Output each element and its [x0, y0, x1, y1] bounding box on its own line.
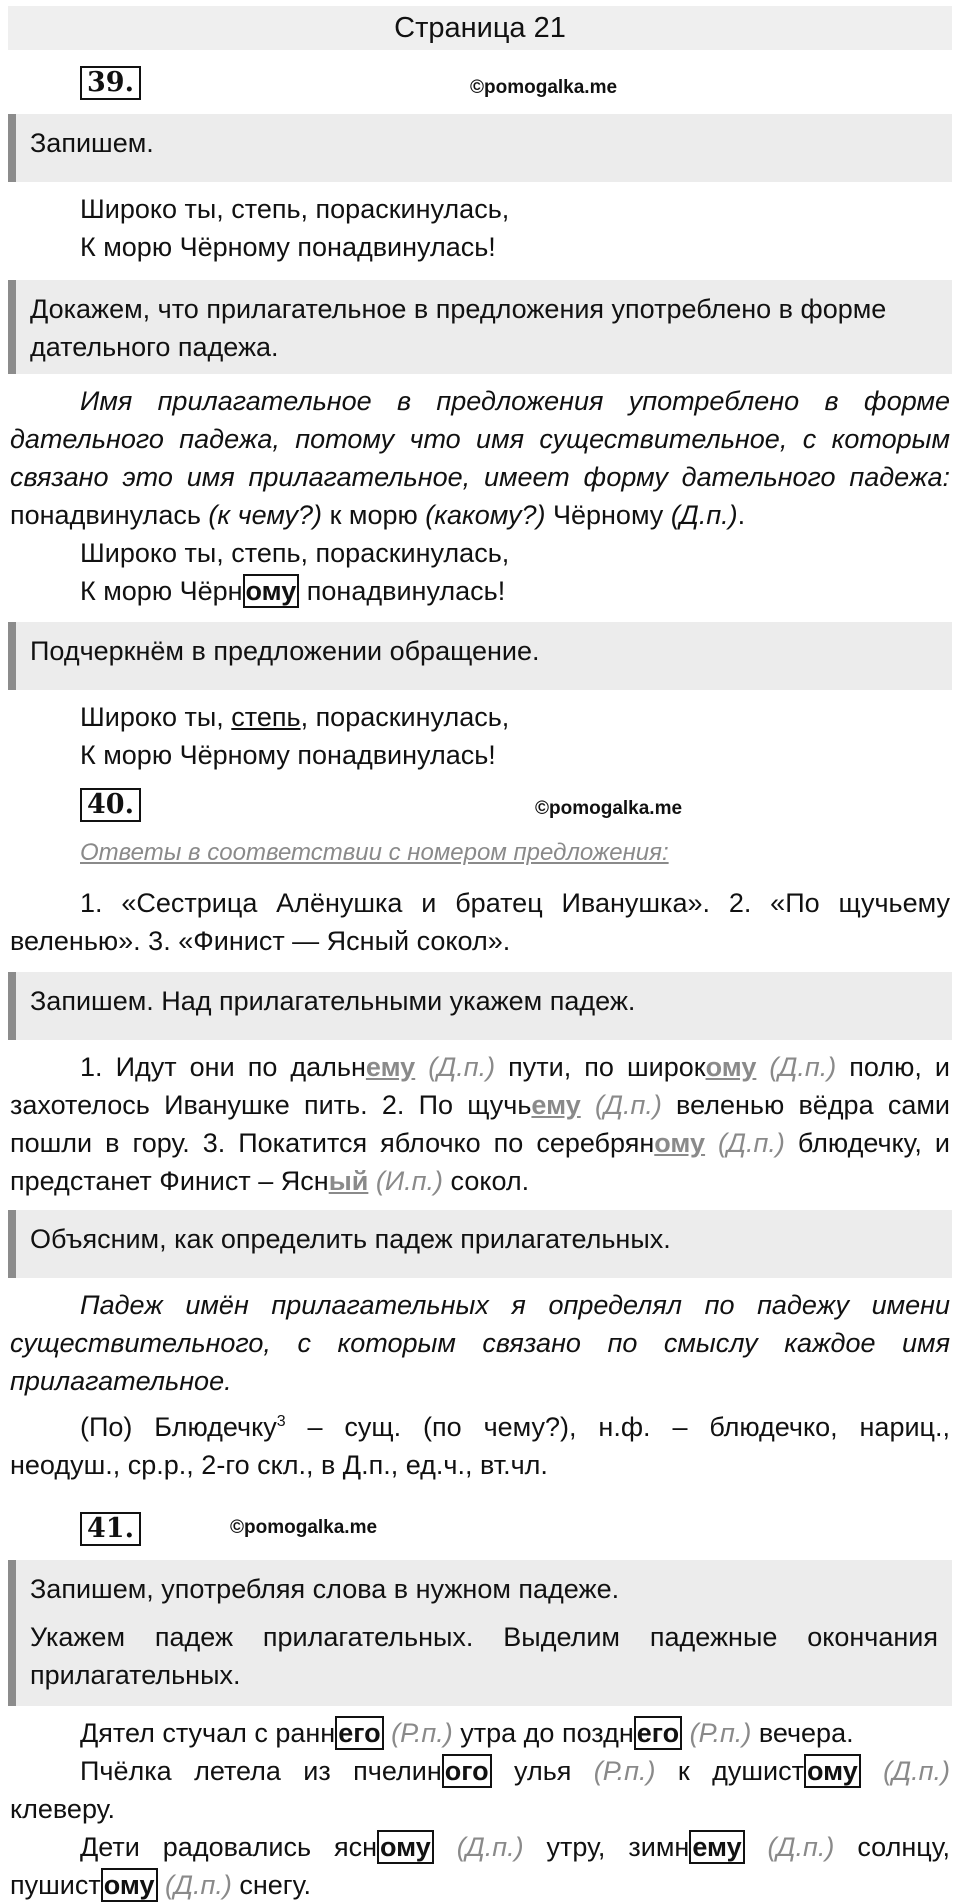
word: пути, по широк: [495, 1052, 706, 1082]
word: понадвинулась!: [299, 576, 506, 606]
case-label: (Д.п.): [756, 1052, 837, 1082]
ending-box: ому: [101, 1868, 158, 1902]
word: предстанет Финист – Ясн: [10, 1166, 329, 1196]
explain-line: существительного, с которым связано по смыслу каждое имя: [10, 1328, 950, 1358]
answer-note: Ответы в соответствии с номером предложения:: [80, 839, 669, 866]
watermark: ©pomogalka.me: [470, 77, 618, 98]
poem-line: К морю Чёрному понадвинулась!: [80, 740, 496, 770]
word: 1. Идут они по дальн: [80, 1052, 366, 1082]
task-text: Подчеркнём в предложении обращение.: [30, 636, 540, 666]
case-label: (Д.п.): [744, 1832, 835, 1862]
watermark: ©pomogalka.me: [230, 1517, 378, 1538]
case-label: (Д.п.): [705, 1128, 785, 1158]
poem-line: Широко ты, степь, пораскинулась,: [80, 538, 510, 568]
sentence-line: [10, 1124, 950, 1162]
task-text: Запишем, употребляя слова в нужном падеже.: [30, 1574, 620, 1604]
ending-underlined: ый: [328, 1166, 369, 1196]
ending-box: ому: [804, 1754, 861, 1788]
case-label: (Р.п.): [593, 1756, 656, 1786]
ending-underlined: ему: [365, 1052, 416, 1082]
word: (По) Блюдечку: [80, 1412, 277, 1442]
task-box: [8, 280, 952, 374]
ending-box: ему: [689, 1830, 744, 1864]
word: пушист: [10, 1870, 101, 1900]
word: Дятел стучал с ранн: [80, 1718, 336, 1748]
watermark: ©pomogalka.me: [535, 798, 683, 819]
address-underlined: степь: [231, 702, 301, 732]
word: к морю: [329, 500, 418, 530]
case-label: (Р.п.): [682, 1718, 752, 1748]
poem-block: [10, 190, 950, 266]
sentence-line: [10, 1866, 950, 1904]
task-text: Укажем падеж прилагательных. Выделим падежные окончания: [30, 1622, 938, 1652]
answer-block: [10, 884, 950, 960]
word: вечера.: [751, 1718, 854, 1748]
task-box: [8, 1560, 952, 1706]
sentence-line: [10, 1714, 950, 1752]
ending-box: ому: [377, 1830, 434, 1864]
poem-block: [10, 698, 950, 774]
sentences-block: [10, 1714, 950, 1904]
ending-underlined: ему: [531, 1090, 581, 1120]
task-box: [8, 114, 952, 182]
task-box: [8, 972, 952, 1040]
case-label: (Д.п.): [860, 1756, 950, 1786]
word: утра до поздн: [452, 1718, 634, 1748]
proof-line: дательного падежа, потому что имя существительное, с которым: [10, 424, 950, 454]
ending-underlined: ому: [654, 1128, 706, 1158]
ending-box: ого: [442, 1754, 492, 1788]
word: Пчёлка летела из пчелин: [80, 1756, 442, 1786]
word: Дети радовались ясн: [80, 1832, 378, 1862]
sentences-block: [10, 1048, 950, 1200]
word: снегу.: [231, 1870, 311, 1900]
case-label: (Р.п.): [383, 1718, 453, 1748]
explain-line: прилагательное.: [10, 1366, 232, 1396]
ending-underlined: ому: [705, 1052, 757, 1082]
proof-line: связано это имя прилагательное, имеет форму дательного падежа:: [10, 462, 950, 492]
proof-block: [10, 382, 950, 610]
word: понадвинулась: [10, 500, 201, 530]
exercise-number-40: 40.: [80, 788, 141, 822]
task-text: Запишем. Над прилагательными укажем падеж.: [30, 986, 636, 1016]
answer-line: веленью». 3. «Финист — Ясный сокол».: [10, 926, 511, 956]
word: К морю Чёрн: [80, 576, 243, 606]
word: – сущ. (по чему?), н.ф. – блюдечко, нариц.,: [285, 1412, 951, 1442]
ending-box: его: [634, 1716, 682, 1750]
sentence-line: [10, 1162, 950, 1200]
task-text: прилагательных.: [30, 1660, 241, 1690]
word: Широко ты,: [80, 702, 232, 732]
sentence-line: [10, 1048, 950, 1086]
explain-line: Падеж имён прилагательных я определял по падежу имени: [80, 1290, 950, 1320]
word: полю, и: [836, 1052, 950, 1082]
proof-line: [10, 496, 950, 534]
superscript: 3: [276, 1413, 286, 1430]
word: Чёрному: [552, 500, 664, 530]
sentence-line: [10, 1752, 950, 1790]
case-label: (Д.п.): [580, 1090, 662, 1120]
parse-line: [10, 1408, 950, 1446]
explain-block: [10, 1286, 950, 1400]
poem-line: [10, 698, 950, 736]
answer-line: 1. «Сестрица Алёнушка и братец Иванушка». 2. «По щучьему: [80, 888, 950, 918]
proof-line: Имя прилагательное в предложения употреблено в форме: [80, 386, 950, 416]
ending-box: ому: [243, 574, 300, 608]
task-box: [8, 1210, 952, 1278]
sentence-line: клеверу.: [10, 1794, 115, 1824]
case-label: (Д.п.): [433, 1832, 524, 1862]
word: к душист: [655, 1756, 804, 1786]
task-box: [8, 622, 952, 690]
poem-line: К морю Чёрному понадвинулась!: [80, 232, 496, 262]
task-text: Докажем, что прилагательное в предложения употреблено в форме: [30, 294, 887, 324]
parse-block: [10, 1408, 950, 1484]
word: сокол.: [443, 1166, 530, 1196]
case-label: (Д.п.): [157, 1870, 232, 1900]
ending-box: его: [335, 1716, 383, 1750]
word: блюдечку, и: [784, 1128, 951, 1158]
word: пошли в гору. 3. Покатится яблочко по серебрян: [10, 1128, 655, 1158]
task-text: дательного падежа.: [30, 332, 279, 362]
word: утру, зимн: [523, 1832, 690, 1862]
word: веленью вёдра сами: [661, 1090, 950, 1120]
word: солнцу,: [834, 1832, 950, 1862]
page-title: Страница 21: [8, 6, 952, 50]
question: (к чему?): [200, 500, 330, 530]
sentence-line: [10, 1828, 950, 1866]
exercise-number-39: 39.: [80, 66, 141, 100]
task-text: Объясним, как определить падеж прилагательных.: [30, 1224, 671, 1254]
sentence-line: [10, 1086, 950, 1124]
word: захотелось Иванушке пить. 2. По щучь: [10, 1090, 532, 1120]
case-label: (И.п.): [368, 1166, 444, 1196]
parse-line: неодуш., ср.р., 2-го скл., в Д.п., ед.ч., вт.чл.: [10, 1450, 548, 1480]
case-label: (Д.п.): [415, 1052, 496, 1082]
word: улья: [491, 1756, 594, 1786]
exercise-number-41: 41.: [80, 1512, 141, 1546]
poem-line: [10, 572, 950, 610]
poem-line: Широко ты, степь, пораскинулась,: [80, 194, 510, 224]
question: (какому?): [417, 500, 553, 530]
case-label: (Д.п.): [663, 500, 738, 530]
punct: .: [737, 500, 746, 530]
task-text: Запишем.: [30, 128, 154, 158]
word: , пораскинулась,: [300, 702, 510, 732]
